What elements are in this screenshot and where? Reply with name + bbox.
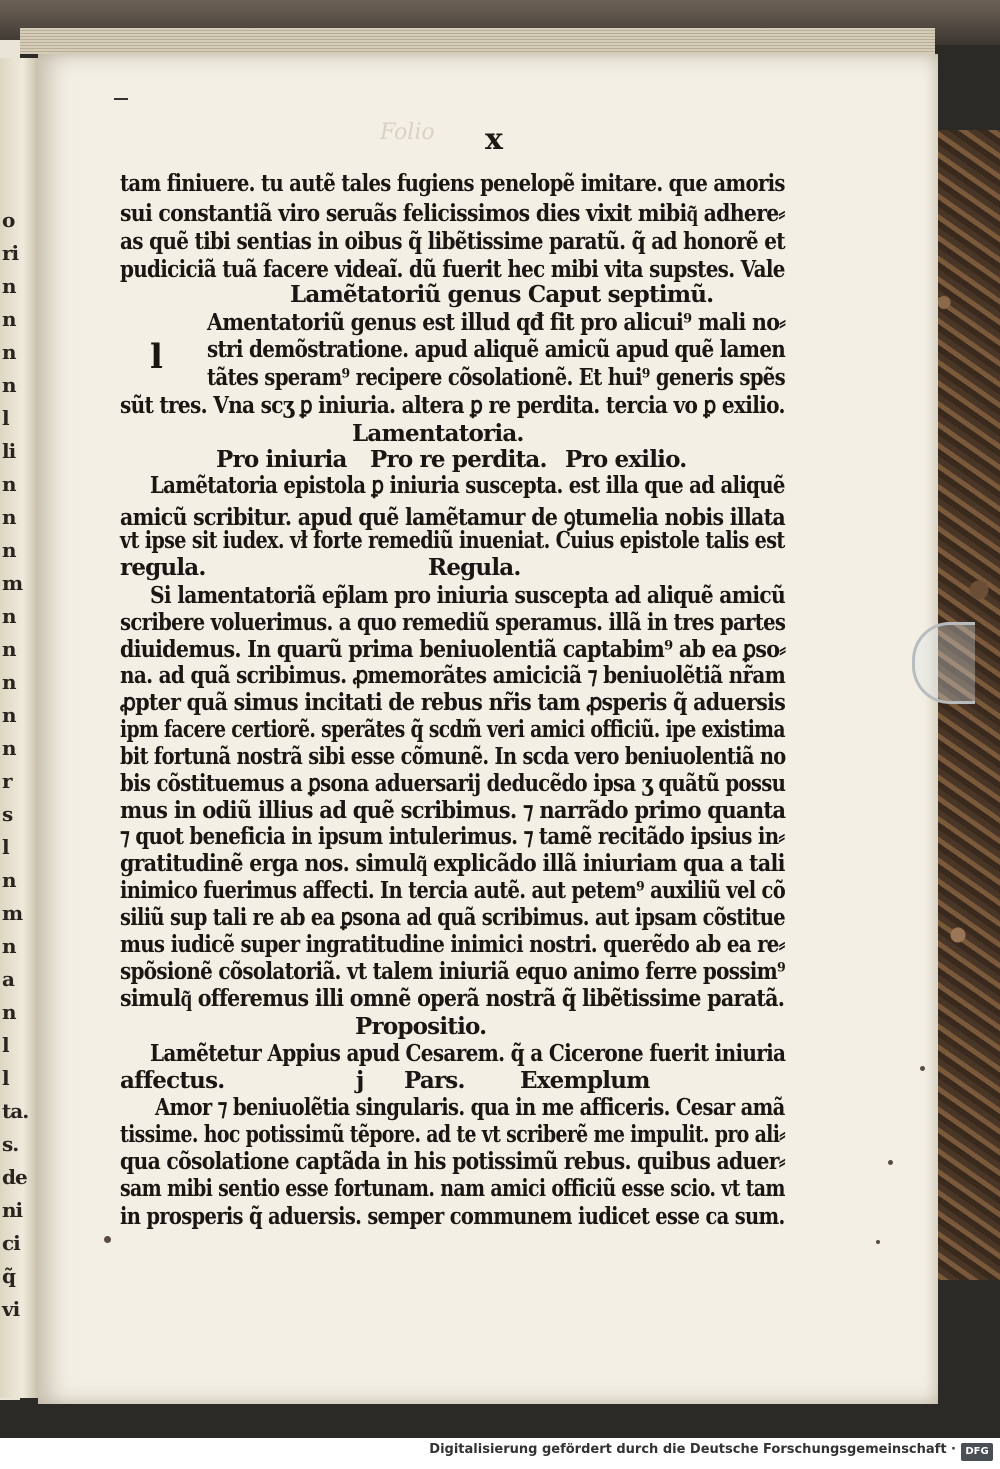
left-page-fragment: a — [2, 967, 14, 991]
left-page-fragment: li — [2, 439, 16, 463]
text-line: na. ad quã scribimus. ꝓmemorãtes amiciciã ⁊ beniuolẽtiã nr̃am — [120, 662, 786, 689]
left-page-fragment: n — [2, 307, 16, 331]
text-line: mus iudicẽ super ingratitudine inimici nostri. querẽdo ab ea re⸗ — [120, 931, 785, 958]
division-item: Pro re perdita. — [370, 446, 547, 473]
text-line: simulq͂ offeremus illi omnẽ operã nostrã q̃ libẽtissime paratã. — [120, 985, 785, 1012]
text-line: sam mibi sentio esse fortunam. nam amici officiũ esse scio. vt tam — [120, 1175, 785, 1202]
text-line: Amentatoriũ genus est illud qđ fit pro alicui⁹ mali no⸗ — [207, 309, 786, 336]
section-heading: Propositio. — [355, 1013, 487, 1040]
left-page-fragment: n — [2, 373, 16, 397]
text-line: scribere voluerimus. a quo remediũ speramus. illã in tres partes — [120, 609, 786, 636]
text-line: stri demõstratione. apud aliquẽ amicũ apud quẽ lamen — [207, 336, 786, 363]
text-line: Lamẽtatoria epistola ꝑ iniuria suscepta. est illa que ad aliquẽ — [150, 472, 785, 499]
text-line: gratitudinẽ erga nos. simulq͂ explicãdo illã iniuriam qua a tali — [120, 850, 785, 877]
text-line: vt ipse sit iudex. vł forte remediũ inueniat. Cuius epistole talis est — [120, 527, 785, 554]
left-page-fragment: o — [2, 208, 15, 232]
left-page-fragment: s. — [2, 1132, 19, 1156]
left-page-fragment: n — [2, 538, 16, 562]
left-page-fragment: l — [2, 1033, 9, 1057]
text-line: sũt tres. Vna scʒ ꝑ iniuria. altera ꝑ re perdita. tercia vo ꝑ exilio. — [120, 392, 785, 419]
text-line: mus in odiũ illius ad quẽ scribimus. ⁊ narrãdo primo quanta — [120, 797, 786, 824]
left-page-fragment: n — [2, 934, 16, 958]
left-page-fragment: l — [2, 1066, 9, 1090]
text-line: Amor ⁊ beniuolẽtia singularis. qua in me afficeris. Cesar amã — [155, 1094, 785, 1121]
dfg-logo: DFG — [961, 1443, 993, 1461]
part-number: j — [356, 1067, 364, 1094]
left-page-fragment: l — [2, 406, 9, 430]
left-page-fragment: ta. — [2, 1099, 29, 1123]
text-line: ⁊ quot beneficia in ipsum intulerimus. ⁊ tamẽ recitãdo ipsius in⸗ — [120, 823, 785, 850]
left-page-fragment: n — [2, 637, 16, 661]
left-page-fragment: n — [2, 274, 16, 298]
left-page-fragment: n — [2, 604, 16, 628]
text-line: tissime. hoc potissimũ tẽpore. ad te vt scriberẽ me impulit. pro ali⸗ — [120, 1121, 785, 1148]
part-heading: Pars. — [404, 1067, 465, 1094]
text-line: amicũ scribitur. apud quẽ lamẽtamur de ꝯtumelia nobis illata — [120, 504, 785, 531]
text-line: bis cõstituemus a ꝑsona aduersarij deducẽdo ipsa ʒ quãtũ possu — [120, 770, 786, 797]
text-line: Lamẽtetur Appius apud Cesarem. q̃ a Cicerone fuerit iniuria — [150, 1040, 786, 1067]
chapter-heading: Lamẽtatoriũ genus Caput septimũ. — [290, 281, 714, 308]
text-line: regula. — [120, 554, 206, 581]
text-line: spõsionẽ cõsolatoriã. vt talem iniuriã equo animo ferre possim⁹ — [120, 958, 786, 985]
initial-space-guide-letter: l — [150, 337, 163, 377]
example-heading: Exemplum — [520, 1067, 650, 1094]
left-page-fragment: r — [2, 769, 12, 793]
funding-note: Digitalisierung gefördert durch die Deutsche Forschungsgemeinschaft · — [429, 1442, 956, 1457]
text-line: bit fortunã nostrã sibi esse cõmunẽ. In scda vero beniuolentiã no — [120, 743, 786, 770]
folio-signature: x — [485, 122, 503, 157]
text-line: sui constantiã viro seruãs felicissimos dies vixit mibiq͂ adhere⸗ — [120, 200, 785, 227]
text-line: tam finiuere. tu autẽ tales fugiens penelopẽ imitare. que amoris — [120, 170, 785, 197]
left-page-fragment: ci — [2, 1231, 20, 1255]
left-page-fragment: n — [2, 505, 16, 529]
text-line: affectus. — [120, 1067, 225, 1094]
left-page-fragment: de — [2, 1165, 27, 1189]
text-line: as quẽ tibi sentias in oibus q̃ libẽtissime paratũ. q̃ ad honorẽ et — [120, 228, 785, 255]
text-line: siliũ sup tali re ab ea ꝑsona ad quã scribimus. aut ipsam cõstitue — [120, 904, 785, 931]
text-line: ipm facere certiorẽ. sperãtes q̃ scdm̃ veri amici officiũ. ipe existima — [120, 716, 785, 743]
left-page-fragment: l — [2, 835, 9, 859]
left-page-fragment: q̃ — [2, 1264, 15, 1288]
text-line: Si lamentatoriã ep̃lam pro iniuria suscepta ad aliquẽ amicũ — [150, 582, 786, 609]
left-page-fragment: n — [2, 340, 16, 364]
left-page-fragment: s — [2, 802, 13, 826]
text-line: tãtes speram⁹ recipere cõsolationẽ. Et hui⁹ generis spẽs — [207, 364, 786, 391]
division-item: Pro exilio. — [565, 446, 687, 473]
text-line: ꝓpter quã simus incitati de rebus nr̃is tam ꝓsperis q̃ aduersis — [120, 689, 786, 716]
left-page-fragment: m — [2, 901, 23, 925]
text-line: inimico fuerimus affecti. In tercia autẽ. aut petem⁹ auxiliũ vel cõ — [120, 877, 786, 904]
text-line: diuidemus. In quarũ prima beniuolentiã captabim⁹ ab ea ꝑso⸗ — [120, 636, 786, 663]
division-item: Pro iniuria — [216, 446, 347, 473]
text-line: in prosperis q̃ aduersis. semper communem iudicet esse ca sum. — [120, 1203, 785, 1230]
left-page-fragment: n — [2, 670, 16, 694]
left-page-fragment: n — [2, 472, 16, 496]
text-line: pudiciciã tuã facere videaĩ. dũ fuerit hec mibi vita supstes. Vale — [120, 256, 785, 283]
left-page-fragment: m — [2, 571, 23, 595]
text-line: qua cõsolatione captãda in his potissimũ rebus. quibus aduer⸗ — [120, 1148, 785, 1175]
division-heading: Lamentatoria. — [352, 420, 524, 447]
left-page-fragment: n — [2, 868, 16, 892]
left-page-fragment: n — [2, 736, 16, 760]
left-page-fragment: vi — [2, 1297, 20, 1321]
section-heading: Regula. — [428, 554, 521, 581]
left-page-fragment: n — [2, 703, 16, 727]
folio-show-through: Folio — [380, 120, 435, 145]
left-page-fragment: n — [2, 1000, 16, 1024]
left-page-fragment: ri — [2, 241, 19, 265]
left-page-fragment: ni — [2, 1198, 23, 1222]
